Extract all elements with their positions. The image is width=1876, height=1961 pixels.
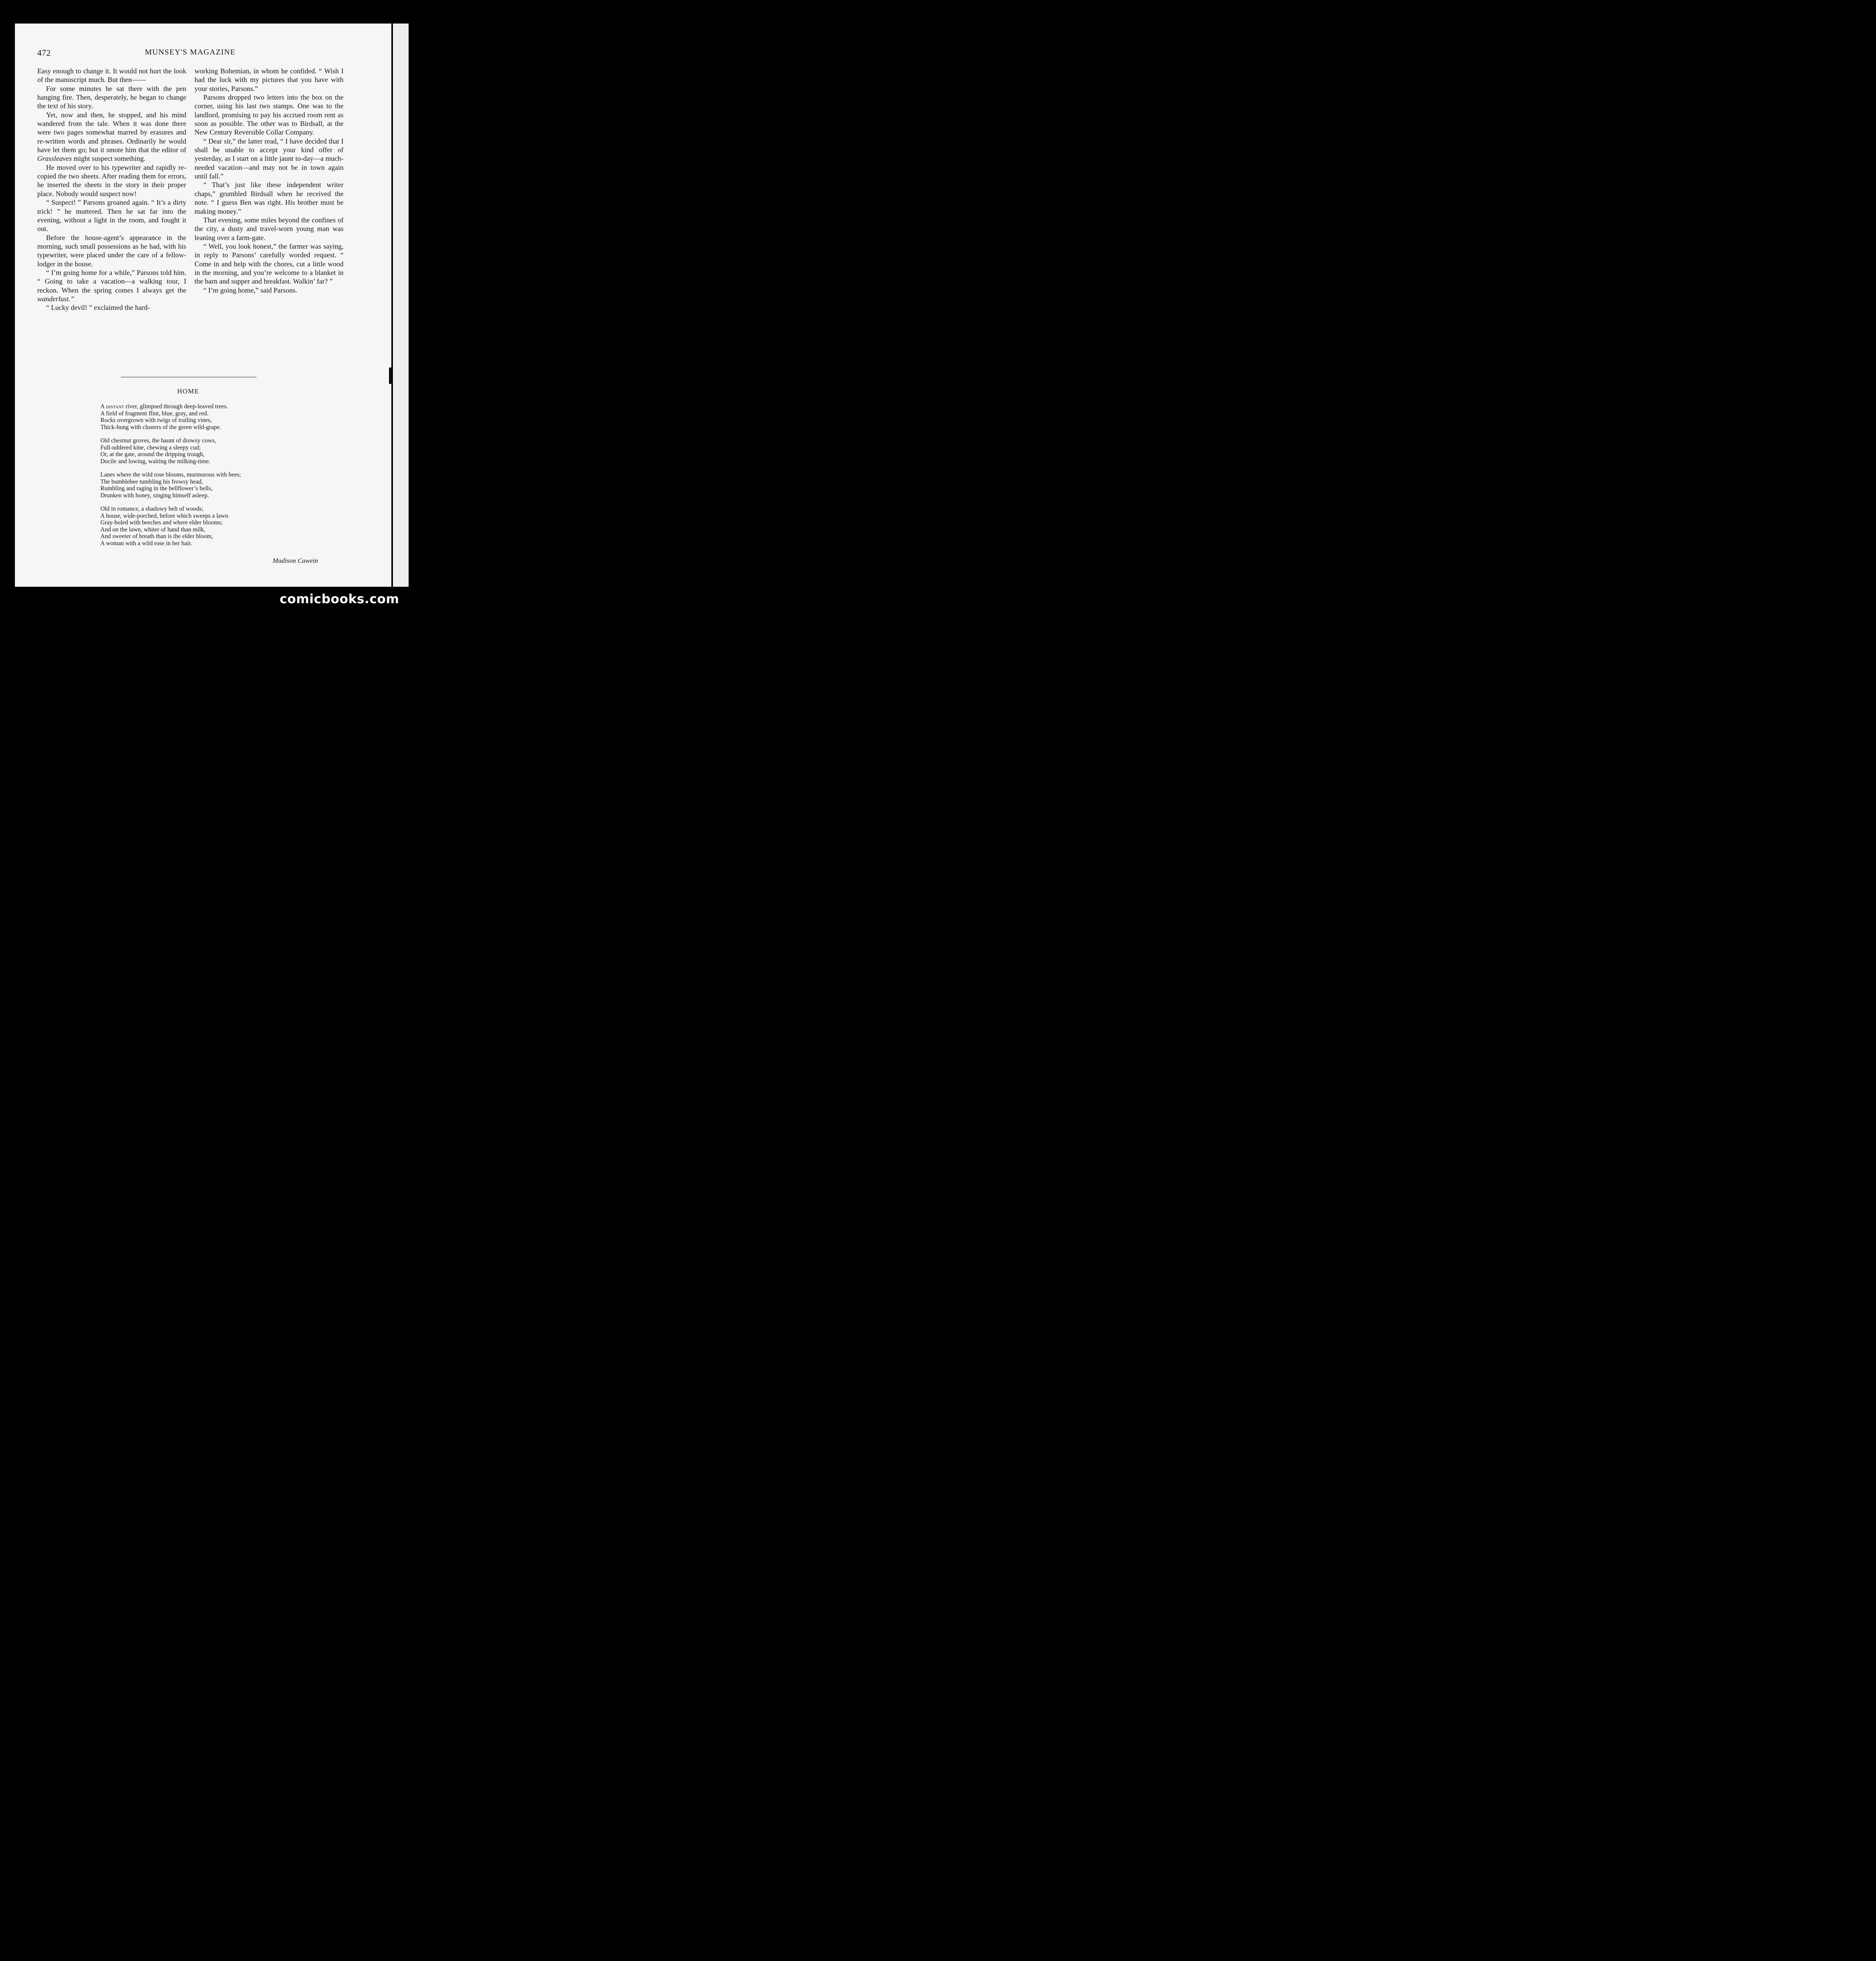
poem-line: Or, at the gate, around the dripping trough, — [100, 451, 205, 458]
paragraph: working Bohemian, in whom he confided. “ Wish I had the luck with my pictures that you have with your stories, Parsons.” — [195, 67, 344, 93]
poem-line: Gray-boled with beeches and where elder blooms; — [100, 519, 223, 526]
poem-line: And on the lawn, whiter of hand than milk, — [100, 526, 205, 533]
poem-line: Old in romance, a shadowy belt of woods; — [100, 506, 204, 512]
paragraph: Easy enough to change it. It would not hurt the look of the manuscript much. But then—— — [37, 67, 186, 84]
story-column-right — [195, 67, 344, 295]
facing-page-edge — [393, 24, 409, 587]
paragraph: Before the house-agent’s appearance in the morning, such small possessions as he had, with his typewriter, were placed under the care of a fellow-lodger in the house. — [37, 233, 186, 268]
running-head — [37, 48, 343, 60]
drop-caps: A distant — [100, 403, 124, 410]
poem-line: Full-uddered kine, chewing a sleepy cud; — [100, 444, 201, 451]
poem-line: Lanes where the wild rose blooms, murmurous with bees; — [100, 471, 241, 478]
poem-line: Thick-hung with clusters of the green wild-grape. — [100, 424, 221, 431]
paragraph: That evening, some miles beyond the confines of the city, a dusty and travel-worn young man was leaning over a farm-gate. — [195, 216, 344, 242]
poem-body — [100, 403, 320, 553]
stanza — [100, 506, 320, 547]
site-watermark: comicbooks.com — [280, 591, 399, 606]
poem-line: A distant river, glimpsed through deep-leaved trees. — [100, 403, 228, 410]
paragraph: Yet, now and then, he stopped, and his mind wandered from the tale. When it was done there were two pages somewhat marred by erasures and re-written words and phrases. Ordinarily he would have let them go; but it smote him that the editor of Grassleaves might suspect something. — [37, 111, 186, 163]
paragraph: “ I’m going home,” said Parsons. — [203, 286, 297, 294]
poem-title: HOME — [177, 387, 200, 395]
poem-line: A field of fragment flint, blue, gray, and red. — [100, 410, 209, 417]
binding-mark — [389, 367, 393, 384]
page-number: 472 — [37, 48, 51, 58]
paragraph: “ Lucky devil! ” exclaimed the hard- — [46, 304, 150, 312]
paragraph: He moved over to his typewriter and rapidly re-copied the two sheets. After reading them for errors, he inserted the sheets in the story in their proper place. Nobody would suspect now! — [37, 163, 186, 198]
poem-line: Docile and lowing, waiting the milking-time. — [100, 458, 211, 465]
story-column-left — [37, 67, 186, 312]
poem-line: Rumbling and raging in the bellflower’s bells, — [100, 485, 213, 492]
paragraph: “ I’m going home for a while,” Parsons told him. “ Going to take a vacation—a walking tour, I reckon. When the spring comes I always get the wanderlust.” — [37, 268, 186, 303]
paragraph: Parsons dropped two letters into the box on the corner, using his last two stamps. One was to the landlord, promising to pay his accrued room rent as soon as possible. The other was to Birdsall, at the New Century Reversible Collar Company. — [195, 93, 344, 136]
poem-line: Drunken with honey, singing himself asleep. — [100, 492, 209, 499]
poem-line: Old chestnut groves, the haunt of drowsy cows, — [100, 437, 216, 444]
poem-line: A woman with a wild rose in her hair. — [100, 540, 192, 547]
stanza — [100, 471, 320, 499]
stanza — [100, 403, 320, 431]
magazine-title: MUNSEY'S MAGAZINE — [145, 48, 236, 56]
italic-word: wanderlust.” — [37, 295, 75, 303]
poem-line: Rocks overgrown with twigs of trailing vines, — [100, 417, 212, 424]
poem-line: A house, wide-porched, before which sweeps a lawn — [100, 512, 228, 519]
paragraph: For some minutes he sat there with the pen hanging fire. Then, desperately, he began to change the text of his story. — [37, 84, 186, 110]
paragraph: “ Dear sir,” the latter read, “ I have decided that I shall be unable to accept your kind offer of yesterday, as I start on a little jaunt to-day—a much-needed vacation—and may not be in town again until fall.” — [195, 137, 344, 180]
poem-author: Madison Cawein — [273, 557, 318, 564]
poem-line: And sweeter of breath than is the elder bloom, — [100, 533, 213, 540]
paragraph: “ That’s just like these independent writer chaps,” grumbled Birdsall when he received the note. “ I guess Ben was right. His brother must be making money.” — [195, 181, 344, 215]
paragraph: “ Well, you look honest,” the farmer was saying, in reply to Parsons’ carefully worded request. “ Come in and help with the chores, cut a little wood in the morning, and you’re welcome to a blanket in the barn and supper and breakfast. Walkin’ far? ” — [195, 242, 344, 286]
paragraph: “ Suspect! ” Parsons groaned again. “ It’s a dirty trick! ” he muttered. Then he sat far into the evening, without a light in the room, and fought it out. — [37, 198, 186, 233]
poem-line: The bumblebee tumbling his frowsy head, — [100, 478, 203, 485]
stanza — [100, 437, 320, 465]
magazine-name: Grassleaves — [37, 155, 72, 163]
